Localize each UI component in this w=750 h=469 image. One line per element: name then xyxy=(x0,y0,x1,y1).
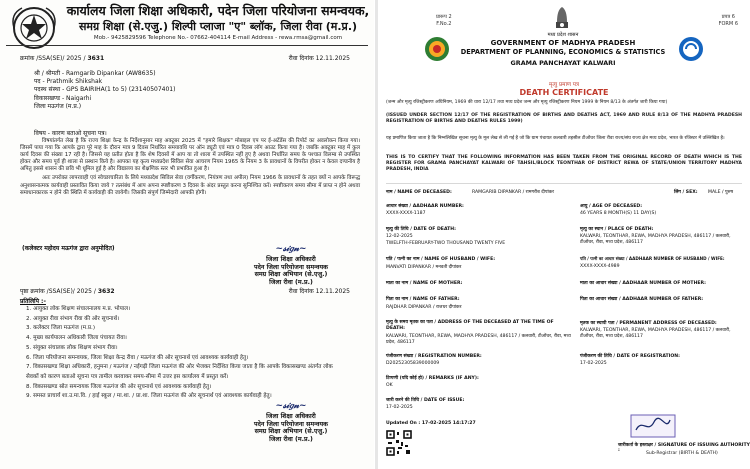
office-title: कार्यालय जिला शिक्षा अधिकारी, पदेन जिला परियोजना समन्वयक, xyxy=(66,3,370,18)
stamp-line: जिला शिक्षा अधिकारी xyxy=(266,413,316,420)
issuing-authority-seal-icon xyxy=(630,414,676,438)
mp-logo-icon xyxy=(424,36,450,62)
panchayat-name: GRAMA PANCHAYAT KALWARI xyxy=(510,59,616,67)
copy-letter-number-prefix: पृष्ठा क्रमांक /SSA(SE)/ 2025 / xyxy=(20,288,96,295)
gov-hindi: मध्य प्रदेश शासन xyxy=(547,32,579,38)
form-label-hindi: प्रारूप 2 xyxy=(436,14,452,20)
date-of-death-words: TWELFTH-FEBRUARY-TWO THOUSAND TWENTY FIVE xyxy=(386,241,506,246)
department-name: DEPARTMENT OF PLANNING, ECONOMICS & STATISTICS xyxy=(460,48,666,56)
form-number-left xyxy=(436,14,452,27)
place-of-death-value: KALWARI, TEONTHAR, REWA, MADHYA PRADESH, 486117 / कलवारी, टीओंथर, रीवा, मध्य प्रदेश, 486117 xyxy=(580,234,731,245)
copy-to-item: 6. जिला परियोजना समन्वयक, जिला शिक्षा केन्द्र रीवा / मऊगंज की ओर सूचनार्थ एवं आवश्यक कार्यवाही हेतु। xyxy=(26,354,249,361)
stamp-line: जिला रीवा (म.प्र.) xyxy=(269,435,313,443)
officer-stamp xyxy=(236,246,346,286)
updated-on: Updated On : 17-02-2025 14:17:27 xyxy=(386,421,476,426)
qr-code-icon xyxy=(386,430,412,456)
death-certificate xyxy=(378,0,750,469)
spouse-aadhaar-label: पति / पत्नी का आधार संख्या / AADHAAR NUMBER OF HUSBAND / WIFE: xyxy=(580,256,725,261)
deceased-name-value: RAMGARIB DIPANKAR / रामगरीब दीपांकर xyxy=(472,190,555,195)
mother-aadhaar-label: माता का आधार संख्या / AADHAAR NUMBER OF MOTHER: xyxy=(580,281,706,286)
copy-to-item: 8. विकासखण्ड स्रोत समन्वयक जिला मऊगंज की ओर सूचनार्थ एवं आवश्यक कार्यवाही हेतु। xyxy=(26,383,212,390)
copy-letter-number-value: 3632 xyxy=(97,288,115,295)
form-label-english: FORM 6 xyxy=(718,20,738,27)
cert-title-english: DEATH CERTIFICATE xyxy=(519,88,609,97)
age-label: आयु / AGE OF DECEASED: xyxy=(580,204,643,209)
sub-registrar-role: Sub-Registrar (BIRTH & DEATH) xyxy=(646,451,718,456)
letter-date: रीवा दिनांक 12.11.2025 xyxy=(288,55,350,62)
letter-subject: विषय - कारण बताओ सूचना पत्र। xyxy=(34,130,107,137)
certify-english: THIS IS TO CERTIFY THAT THE FOLLOWING INFORMATION HAS BEEN TAKEN FROM THE ORIGINAL RECORD OF DEATH WHICH IS THE REGISTER FOR GRAMA PANCHAYAT KALWARI OF TAHSIL/BLOCK TEONTHAR OF DISTRICT REWA OF STATE/UNION TERRITORY MADHYA PRADESH, INDIA xyxy=(386,155,742,173)
show-cause-letter xyxy=(0,0,374,469)
stamp-line: समग्र शिक्षा अभियान (से.एजु.) xyxy=(254,428,328,436)
deceased-name-label: नाम / NAME OF DECEASED: xyxy=(386,190,452,195)
body-paragraph: विषयांतर्गत लेख है कि राज्य शिक्षा केन्द्र के निर्देशानुसार माह अक्टूबर 2025 में "हमारे शिक्षक" मोबाइल एप पर ई-अटेंडेंस की रिपोर्ट का अवलोकन किया गया। जिसमें पाया गया कि आपके द्वारा पूरे माह के दौरान मात्र 9 दिवस निर्धारित समयावधि पर ऑन ड्यूटी एवं मात्र 0 दिवस लॉग आउट किया गया है। जबकि अक्टूबर माह में कुल कार्य दिवस की संख्या 17 रही है। जिससे यह प्रतीत होता है कि शेष दिवसों में आप या तो शाला में उपस्थित नहीं हुए है अथवा निर्धारित समय के पश्चात विलम्ब से उपस्थित होकर और समय पूर्व ही शाला से प्रस्थान किये है। आपका यह कृत्य मध्यप्रदेश सिविल सेवा आचरण नियम 1965 के नियम 3 के प्रावधानों के विपरीत होकर न केवल दण्डनीय है अपितु इससे शासन की छवि भी धूमिल हुई है और विद्यालय का शैक्षणिक स्तर भी प्रभावित हुआ है। xyxy=(20,138,360,173)
sex-value: MALE / पुरुष xyxy=(708,190,734,195)
letter-number-value: 3631 xyxy=(87,55,105,62)
registration-date-label: पंजीकरण की तिथि / DATE OF REGISTRATION: xyxy=(580,354,680,359)
registration-number-value: D20252305839000009 xyxy=(386,361,440,366)
father-name-label: पिता का नाम / NAME OF FATHER: xyxy=(386,297,460,302)
registration-date-value: 17-02-2025 xyxy=(580,361,607,366)
father-name-value: RAJDHAR DIPANKAR / राजधर दीपांकर xyxy=(386,305,462,310)
preamble-hindi: (जन्म और मृत्यु रजिस्ट्रीकरण अधिनियम, 1969 की धारा 12/17 तथा मध्य प्रदेश जन्म और मृत्यु रजिस्ट्रीकरण नियम 1999 के नियम 8/13 के अंतर्गत जारी किया गया) xyxy=(386,100,668,105)
spouse-name-label: पति / पत्नी का नाम / NAME OF HUSBAND / WIFE: xyxy=(386,257,496,262)
copy-to-item: 7. विकासखण्ड शिक्षा अधिकारी, हनुमना / मऊगंज / नईगढ़ी जिला मऊगंज की ओर भेजकर निर्देशित किया जाता है कि आपके विकासखण्ड अंतर्गत लोक सेवकों को कारण बताओ सूचना पत्र तामील करवाकर समय-सीमा में उत्तर इस कार्यालय में प्रस्तुत करें। xyxy=(26,364,333,380)
issue-date-label: जारी करने की तिथि / DATE OF ISSUE: xyxy=(386,398,465,403)
place-of-death-label: मृत्यु का स्थान / PLACE OF DEATH: xyxy=(580,227,654,232)
permanent-address-label: मृतक का स्थायी पता / PERMANENT ADDRESS OF DECEASED: xyxy=(580,321,717,326)
aadhaar-value: XXXX-XXXX-1187 xyxy=(386,211,426,216)
stamp-line: पदेन जिला परियोजना समन्वयक xyxy=(254,263,328,271)
copy-letter-date: रीवा दिनांक 12.11.2025 xyxy=(288,288,350,295)
copy-to-item: 4. मुख्य कार्यपालन अधिकारी जिला पंचायत रीवा। xyxy=(26,335,127,342)
spouse-name-value: MANVATI DIPANKAR / मनवती दीपांकर xyxy=(386,265,462,270)
letter-number-prefix: क्रमांक /SSA(SE)/ 2025 / xyxy=(20,55,86,62)
collector-approval-note: (कलेक्टर महोदय मऊगंज द्वारा अनुमोदित) xyxy=(22,245,115,252)
section-divider xyxy=(386,183,742,184)
copy-to-item: 5. संयुक्त संचालक लोक शिक्षण संभाग रीवा। xyxy=(26,344,118,351)
copy-to-item: 3. कलेक्टर जिला मऊगंज (म.प्र.) xyxy=(26,325,96,332)
officer-stamp-copy xyxy=(236,403,346,443)
form-label-english: F.No.2 xyxy=(436,20,452,27)
letter-body xyxy=(20,138,360,197)
copy-to-item: 9. समस्त प्राचार्य शा.उ.मा.वि. / हाई स्कूल / मा.शा. / प्रा.शा. जिला मऊगंज की ओर सूचनार्थ एवं आवश्यक कार्यवाही हेतु। xyxy=(26,393,272,400)
signature-label: जारीकर्ता के हस्ताक्षर / SIGNATURE OF ISSUING AUTHORITY : xyxy=(618,443,750,453)
date-of-death-label: मृत्यु की तिथि / DATE OF DEATH: xyxy=(386,227,456,232)
remarks-label: टिप्पणी (यदि कोई हो) / REMARKS (IF ANY): xyxy=(386,376,479,381)
preamble-english: (ISSUED UNDER SECTION 12/17 OF THE REGISTRATION OF BIRTHS AND DEATHS ACT, 1969 AND RULE 8/13 OF THE MADHYA PRADESH REGISTRATION OF BIRTHS AND DEATHS RULES 1999) xyxy=(386,113,742,125)
issue-date-value: 17-02-2025 xyxy=(386,405,413,410)
addressee-block-name: विकासखण्ड - Naigarhi xyxy=(34,94,92,102)
addressee-name: श्री / श्रीमती - Ramgarib Dipankar (AW8635) xyxy=(34,70,156,77)
copy-letter-number xyxy=(20,287,115,295)
stamp-line: जिला रीवा (म.प्र.) xyxy=(269,278,313,286)
certify-hindi: यह प्रमाणित किया जाता है कि निम्नलिखित सूचना मृत्यु के मूल लेख से ली गई है जो कि ग्राम पंचायत कलवारी तहसील टीओंथर जिला रीवा राज्य/संघ राज्य क्षेत्र मध्य प्रदेश, भारत के रजिस्टर में उल्लिखित है। xyxy=(386,136,725,141)
sex-label: लिंग / SEX: xyxy=(674,190,698,195)
signature-scribble-icon: ~𝓈𝒾𝑔𝓃~ xyxy=(275,401,307,411)
signature-scribble-icon: ~𝓈𝒾𝑔𝓃~ xyxy=(275,244,307,254)
address-at-death-value: KALWARI, TEONTHAR, REWA, MADHYA PRADESH, 486117 / कलवारी, टीओंथर, रीवा, मध्य प्रदेश, 486117 xyxy=(386,334,571,345)
copy-to-item: 1. आयुक्त लोक शिक्षण संचालनालय म.प्र. भोपाल। xyxy=(26,306,131,312)
aadhaar-label: आधार संख्या / AADHAAR NUMBER: xyxy=(386,204,464,209)
body-paragraph: अतः उपरोक्त लापरवाही एवं स्वेच्छाचारिता के लिये मध्यप्रदेश सिविल सेवा (वर्गीकरण, नियंत्रण तथा अपील) नियम 1966 के प्रावधानों के तहत क्यों न आपके विरूद्ध अनुशासनात्मक कार्यवाही प्रस्तावित किया जाये ? तत्संबंध में आप अपना स्पष्टीकरण 3 दिवस के अंदर प्रस्तुत करना सुनिश्चित करें। स्पष्टीकरण समय सीमा में प्राप्त न होने अथवा समाधानकारक न होने की स्थिति में कार्यवाही की जायेगी। जिसकी संपूर्ण जिम्मेदारी आपकी होगी। xyxy=(20,175,360,196)
office-subtitle: समग्र शिक्षा (से.एजु.) शिल्पी प्लाजा "ए" ब्लॉक, जिला रीवा (म.प्र.) xyxy=(78,20,358,33)
form-number-right xyxy=(719,14,738,27)
stamp-line: पदेन जिला परियोजना समन्वयक xyxy=(254,420,328,428)
age-value: 46 YEARS 8 MONTH(S) 11 DAY(S) xyxy=(580,211,657,216)
ashoka-emblem-icon xyxy=(550,4,574,32)
father-aadhaar-label: पिता का आधार संख्या / AADHAAR NUMBER OF FATHER: xyxy=(580,297,704,302)
addressee-post: पद - Prathmik Shikshak xyxy=(34,78,103,86)
des-logo-icon xyxy=(678,36,704,62)
cert-title-hindi: मृत्यु प्रमाण पत्र xyxy=(548,82,580,88)
header-divider xyxy=(6,45,368,46)
remarks-value: OK xyxy=(386,383,393,388)
spouse-aadhaar-value: XXXX-XXXX-4989 xyxy=(580,264,620,269)
office-contact: Mob.- 9425829596 Telephone No.- 07662-404114 E-mail Address - rewa.rmsa@gmail.com xyxy=(93,35,343,41)
letter-number xyxy=(20,54,104,62)
copy-to-heading: प्रतिलिपि :- xyxy=(20,298,46,305)
addressee-district: जिला मऊगंज (म.प्र.) xyxy=(34,102,82,110)
copy-to-list xyxy=(26,305,342,402)
addressee-institution: पदस्थ संस्था - GPS BAIRIHA(1 to 5) (23140507401) xyxy=(34,86,176,94)
stamp-line: जिला शिक्षा अधिकारी xyxy=(266,256,316,263)
stamp-line: समग्र शिक्षा अभियान (से.एजु.) xyxy=(254,271,328,279)
copy-to-item: 2. आयुक्त रीवा संभाग रीवा की ओर सूचनार्थ। xyxy=(26,315,120,322)
date-of-death-value: 12-02-2025 xyxy=(386,234,413,239)
registration-number-label: पंजीकरण संख्या / REGISTRATION NUMBER: xyxy=(386,354,482,359)
gov-english: GOVERNMENT OF MADHYA PRADESH xyxy=(490,39,636,47)
permanent-address-value: KALWARI, TEONTHAR, REWA, MADHYA PRADESH, 486117 / कलवारी, टीओंथर, रीवा, मध्य प्रदेश, 486117 xyxy=(580,328,731,339)
address-at-death-label: मृत्यु के समय मृतक का पता / ADDRESS OF THE DECEASED AT THE TIME OF DEATH: xyxy=(386,320,554,331)
mother-name-label: माता का नाम / NAME OF MOTHER: xyxy=(386,281,463,286)
form-label-hindi: प्रपत्र 6 xyxy=(721,14,735,20)
addressee-block xyxy=(34,70,175,111)
